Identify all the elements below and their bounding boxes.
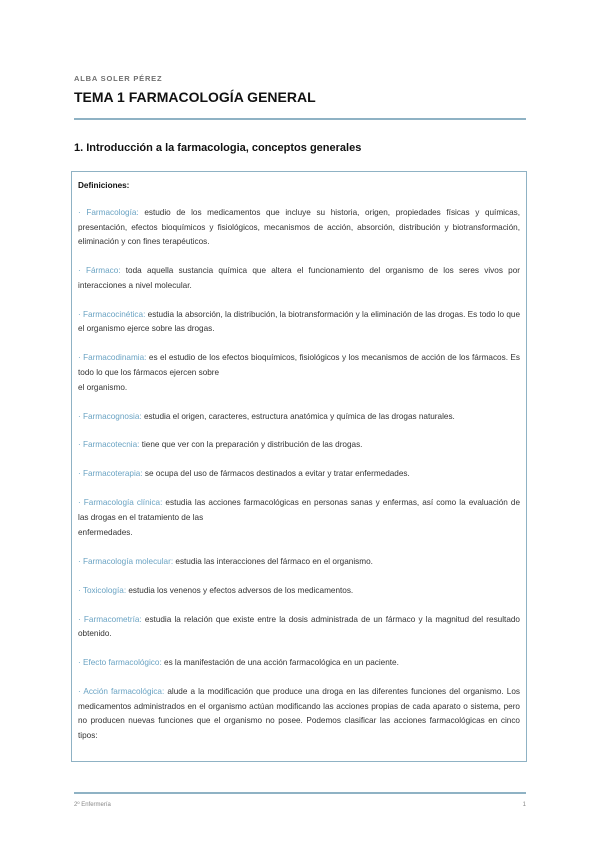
definition-text: tiene que ver con la preparación y distribución de las drogas. (139, 440, 363, 450)
definition-text: estudia las acciones farmacológicas en personas sanas y enfermas, así como la evaluación de las drogas en el tratamiento de las (78, 498, 520, 523)
definition-item (78, 584, 520, 599)
definition-text: estudia los venenos y efectos adversos de los medicamentos. (126, 585, 354, 595)
definition-continuation: enfermedades. (78, 527, 133, 537)
definition-term: · Farmacognosia: (78, 411, 142, 421)
title-divider (74, 118, 526, 120)
page-title: TEMA 1 FARMACOLOGÍA GENERAL (74, 89, 316, 105)
definition-term: · Farmacocinética: (78, 309, 146, 319)
definition-text: estudia la relación que existe entre la dosis administrada de un fármaco y la magnitud del resultado obtenido. (78, 614, 520, 639)
definition-term: · Farmacometría: (78, 614, 142, 624)
definition-term: · Toxicología: (78, 585, 127, 595)
definition-term: · Farmacología molecular: (78, 556, 174, 566)
definition-text: estudio de los medicamentos que incluye su historia, origen, propiedades físicas y químicas, presentación, efectos bioquímicos y fisiológicos, mecanismos de acción, absorción, distribución y biotransformación, eliminación y con fines terapéuticos. (78, 208, 520, 247)
definition-item (78, 555, 520, 570)
definition-term: · Farmacoterapia: (78, 469, 143, 479)
footer-course: 2º Enfermería (74, 802, 111, 808)
definition-text: estudia las interacciones del fármaco en el organismo. (173, 556, 373, 566)
definition-term: · Acción farmacológica: (78, 687, 165, 697)
definition-text: se ocupa del uso de fármacos destinados a evitar y tratar enfermedades. (142, 469, 410, 479)
definition-item (78, 685, 520, 743)
definition-text: estudia la absorción, la distribución, la biotransformación y la eliminación de las drogas. Es todo lo que el organismo ejerce sobre las drogas. (78, 309, 521, 334)
definition-item (78, 206, 520, 250)
definition-item (78, 496, 520, 540)
definition-text: estudia el origen, caracteres, estructura anatómica y química de las drogas naturales. (141, 411, 455, 421)
definition-text: es la manifestación de una acción farmacológica en un paciente. (161, 658, 399, 668)
definition-item (78, 410, 520, 425)
definition-term: · Farmacodinamia: (78, 353, 147, 363)
definition-term: · Efecto farmacológico: (78, 658, 162, 668)
definition-text: alude a la modificación que produce una droga en las diferentes funciones del organismo. Los medicamentos administrados en el organismo actúan modificando las acciones propias de cada aparato o sistema, pero no producen nuevas funciones que el organismo no posee. Podemos clasificar las acciones farmacológicas en cinco tipos: (78, 687, 520, 740)
definition-term: · Fármaco: (78, 266, 121, 276)
definitions-title: Definiciones: (78, 181, 130, 190)
definition-term: · Farmacología: (78, 208, 139, 217)
definition-term: · Farmacología clínica: (78, 498, 163, 508)
definition-item (78, 351, 520, 395)
author-name: ALBA SOLER PÉREZ (74, 74, 163, 83)
definition-term: · Farmacotecnia: (78, 440, 140, 450)
page-number: 1 (522, 802, 526, 808)
definition-text: toda aquella sustancia química que altera el funcionamiento del organismo de los seres vivos por interacciones a nivel molecular. (78, 266, 520, 290)
definition-text: es el estudio de los efectos bioquímicos, fisiológicos y los mecanismos de acción de los fármacos. Es todo lo que los fármacos ejercen sobre (78, 353, 520, 377)
definition-item (78, 467, 520, 482)
definition-item (78, 264, 520, 293)
section-heading: 1. Introducción a la farmacologia, conceptos generales (74, 142, 362, 154)
definitions-box (71, 171, 527, 762)
definition-continuation: el organismo. (78, 382, 128, 392)
definition-item (78, 656, 520, 671)
definition-item (78, 438, 520, 453)
definition-item (78, 613, 520, 642)
definition-item (78, 308, 520, 337)
footer-divider (74, 792, 526, 794)
